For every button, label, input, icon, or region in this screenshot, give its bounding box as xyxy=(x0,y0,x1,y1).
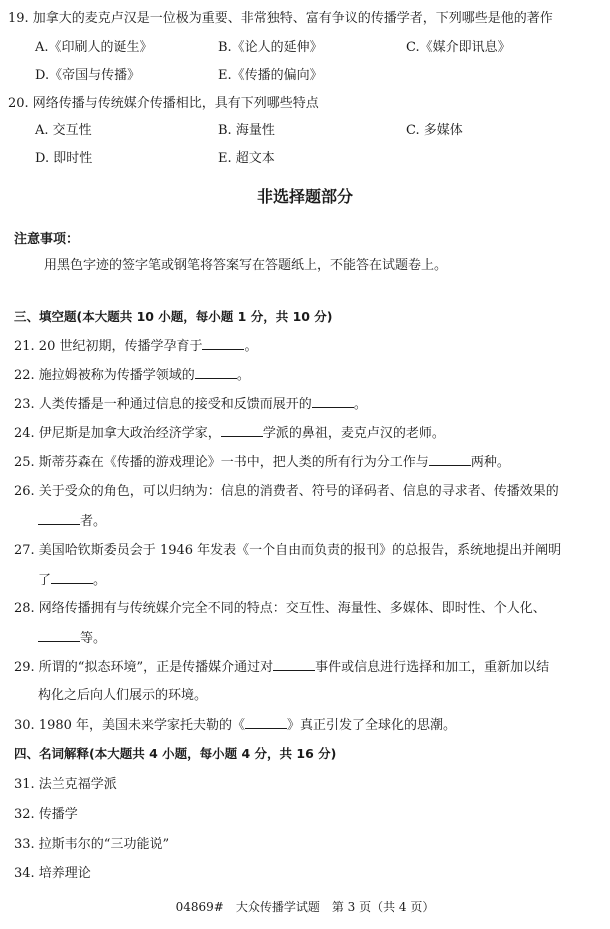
q19-option-d: D.《帝国与传播》 xyxy=(35,68,141,83)
q28-end: 等。 xyxy=(80,631,107,646)
answer-blank xyxy=(51,571,93,584)
q29-mid: 事件或信息进行选择和加工，重新加以结 xyxy=(315,660,550,675)
q30-end: 》真正引发了全球化的思潮。 xyxy=(287,718,457,733)
q30-text: 30. 1980 年，美国未来学家托夫勒的《 xyxy=(14,718,246,733)
question-19-stem: 19. 加拿大的麦克卢汉是一位极为重要、非常独特、富有争议的传播学者，下列哪些是他的著作 xyxy=(8,11,553,26)
question-20-stem: 20. 网络传播与传统媒介传播相比，具有下列哪些特点 xyxy=(8,96,319,111)
q25-text: 25. 斯蒂芬森在《传播的游戏理论》一书中，把人类的所有行为分工作与 xyxy=(14,455,429,470)
question-30 xyxy=(14,716,456,735)
question-25 xyxy=(14,453,510,472)
question-33: 33. 拉斯韦尔的“三功能说” xyxy=(14,837,170,852)
q21-text: 21. 20 世纪初期，传播学孕育于 xyxy=(14,339,203,354)
question-27-cont xyxy=(38,571,106,590)
question-23 xyxy=(14,395,367,414)
answer-blank xyxy=(312,395,354,408)
q20-option-d: D. 即时性 xyxy=(35,151,93,166)
q26-end: 者。 xyxy=(80,514,107,529)
question-34: 34. 培养理论 xyxy=(14,866,91,881)
q21-end: 。 xyxy=(244,339,258,354)
q19-option-c: C.《媒介即讯息》 xyxy=(406,40,511,55)
notice-text: 用黑色字迹的签字笔或钢笔将答案写在答题纸上，不能答在试题卷上。 xyxy=(44,258,448,273)
answer-blank xyxy=(221,424,263,437)
answer-blank xyxy=(245,716,287,729)
question-32: 32. 传播学 xyxy=(14,807,78,822)
q22-end: 。 xyxy=(236,368,250,383)
q19-option-a: A.《印刷人的诞生》 xyxy=(35,40,153,55)
page-footer: 04869# 大众传播学试题 第 3 页（共 4 页） xyxy=(175,900,435,914)
answer-blank xyxy=(273,658,315,671)
question-31: 31. 法兰克福学派 xyxy=(14,777,117,792)
part4-heading: 四、名词解释(本大题共 4 小题，每小题 4 分，共 16 分) xyxy=(14,746,337,761)
question-29 xyxy=(14,658,549,677)
q20-option-a: A. 交互性 xyxy=(35,123,92,138)
question-28-cont xyxy=(38,629,106,648)
section-title: 非选择题部分 xyxy=(256,187,353,206)
question-29-cont: 构化之后向人们展示的环境。 xyxy=(38,688,208,703)
question-22 xyxy=(14,366,250,385)
answer-blank xyxy=(38,512,80,525)
q22-text: 22. 施拉姆被称为传播学领域的 xyxy=(14,368,195,383)
q20-option-e: E. 超文本 xyxy=(218,151,275,166)
question-21 xyxy=(14,337,258,356)
q25-end: 两种。 xyxy=(470,455,510,470)
q20-option-b: B. 海量性 xyxy=(218,123,275,138)
question-27: 27. 美国哈钦斯委员会于 1946 年发表《一个自由而负责的报刊》的总报告，系统地提出并阐明 xyxy=(14,543,562,558)
q20-option-c: C. 多媒体 xyxy=(406,123,463,138)
question-26: 26. 关于受众的角色，可以归纳为：信息的消费者、符号的译码者、信息的寻求者、传播效果的 xyxy=(14,484,559,499)
answer-blank xyxy=(195,366,237,379)
answer-blank xyxy=(202,337,244,350)
part3-heading: 三、填空题(本大题共 10 小题，每小题 1 分，共 10 分) xyxy=(14,309,333,324)
question-28: 28. 网络传播拥有与传统媒介完全不同的特点：交互性、海量性、多媒体、即时性、个人化、 xyxy=(14,601,546,616)
question-24 xyxy=(14,424,445,443)
q23-text: 23. 人类传播是一种通过信息的接受和反馈而展开的 xyxy=(14,397,312,412)
answer-blank xyxy=(429,453,471,466)
question-26-cont xyxy=(38,512,106,531)
q19-option-b: B.《论人的延伸》 xyxy=(218,40,323,55)
q23-end: 。 xyxy=(353,397,367,412)
q27-end: 。 xyxy=(93,573,107,588)
answer-blank xyxy=(38,629,80,642)
q29-text: 29. 所谓的“拟态环境”，正是传播媒介通过对 xyxy=(14,660,274,675)
q27-prefix: 了 xyxy=(38,573,52,588)
q19-option-e: E.《传播的偏向》 xyxy=(218,68,323,83)
notice-heading: 注意事项： xyxy=(14,232,80,247)
q24-text: 24. 伊尼斯是加拿大政治经济学家， xyxy=(14,426,221,441)
q24-end: 学派的鼻祖，麦克卢汉的老师。 xyxy=(262,426,445,441)
